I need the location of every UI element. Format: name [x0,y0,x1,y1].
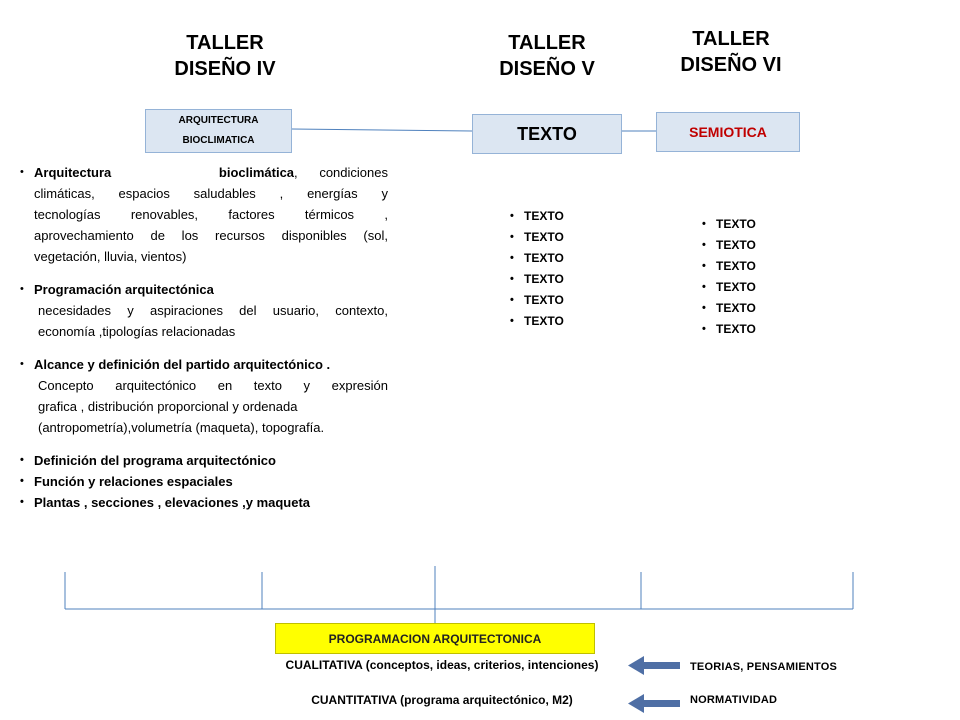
list-item [20,354,388,375]
box-label: PROGRAMACION ARQUITECTONICA [328,631,542,646]
list-item: • TEXTO [702,214,756,235]
title-line: TALLER [186,32,264,54]
item-text: Definición del programa arquitectónico [34,453,276,468]
list-item [20,471,388,492]
box-line: ARQUITECTURA [178,115,259,126]
text-line: economía ,tipologías relacionadas [38,324,236,339]
list-item [20,162,388,267]
list-item: • TEXTO [702,235,756,256]
list-item [20,450,388,471]
connector-arq-texto [292,129,472,131]
item-text: Función y relaciones espaciales [34,474,233,489]
list-item [20,492,388,513]
list-item: • TEXTO [702,256,756,277]
list-item: • TEXTO [510,206,564,227]
text-line: vegetación, lluvia, vientos) [34,249,187,264]
list-item [20,279,388,300]
box-programacion-arquitectonica [275,623,595,654]
text-line: climáticas, espacios saludables , energías y [34,186,388,201]
item-head: • Alcance y definición del partido arquitectónico . [34,357,331,372]
label-cuantitativa: CUANTITATIVA (programa arquitectónico, M2) [311,693,573,707]
arrow-left-icon [628,694,680,713]
box-line: BIOCLIMATICA [182,135,255,146]
title-line: TALLER [692,28,770,50]
label-normatividad: NORMATIVIDAD [690,694,778,706]
box-label: SEMIOTICA [689,124,767,140]
column-diseno-iv [20,162,388,513]
text-line: (antropometría),volumetría (maqueta), topografía. [38,420,325,435]
box-texto [472,114,622,154]
item-head: Arquitectura bioclimática [34,165,295,180]
item-text: Plantas , secciones , elevaciones ,y maqueta [34,495,311,510]
column-diseno-v-list [510,206,564,332]
list-item: • TEXTO [702,277,756,298]
list-item: • TEXTO [510,227,564,248]
text-line: tecnologías renovables, factores térmicos , [34,207,388,222]
list-item: • TEXTO [510,311,564,332]
column-diseno-vi-list [702,214,756,340]
box-semiotica [656,112,800,152]
label-cualitativa: CUALITATIVA (conceptos, ideas, criterios, intenciones) [285,658,599,672]
text-line: • Arquitectura bioclimática , condiciones [34,165,388,180]
list-item: • TEXTO [510,290,564,311]
list-item: • TEXTO [702,298,756,319]
list-item: • TEXTO [510,248,564,269]
box-arquitectura-bioclimatica [145,109,292,153]
arrow-left-icon [628,656,680,675]
list-item: • TEXTO [702,319,756,340]
box-label: TEXTO [517,123,577,144]
title-line: DISEÑO IV [174,58,276,80]
item-head: • Programación arquitectónica [34,282,214,297]
text-line: necesidades y aspiraciones del usuario, contexto, [38,303,388,318]
label-teorias-pensamientos: TEORIAS, PENSAMIENTOS [690,661,838,673]
text-line: grafica , distribución proporcional y ordenada [38,399,298,414]
list-item: • TEXTO [510,269,564,290]
text-line: Concepto arquitectónico en texto y expresión [38,378,388,393]
text-line: aprovechamiento de los recursos disponibles (sol, [34,228,388,243]
title-line: TALLER [508,32,586,54]
title-line: DISEÑO VI [680,54,782,76]
title-line: DISEÑO V [499,58,595,80]
